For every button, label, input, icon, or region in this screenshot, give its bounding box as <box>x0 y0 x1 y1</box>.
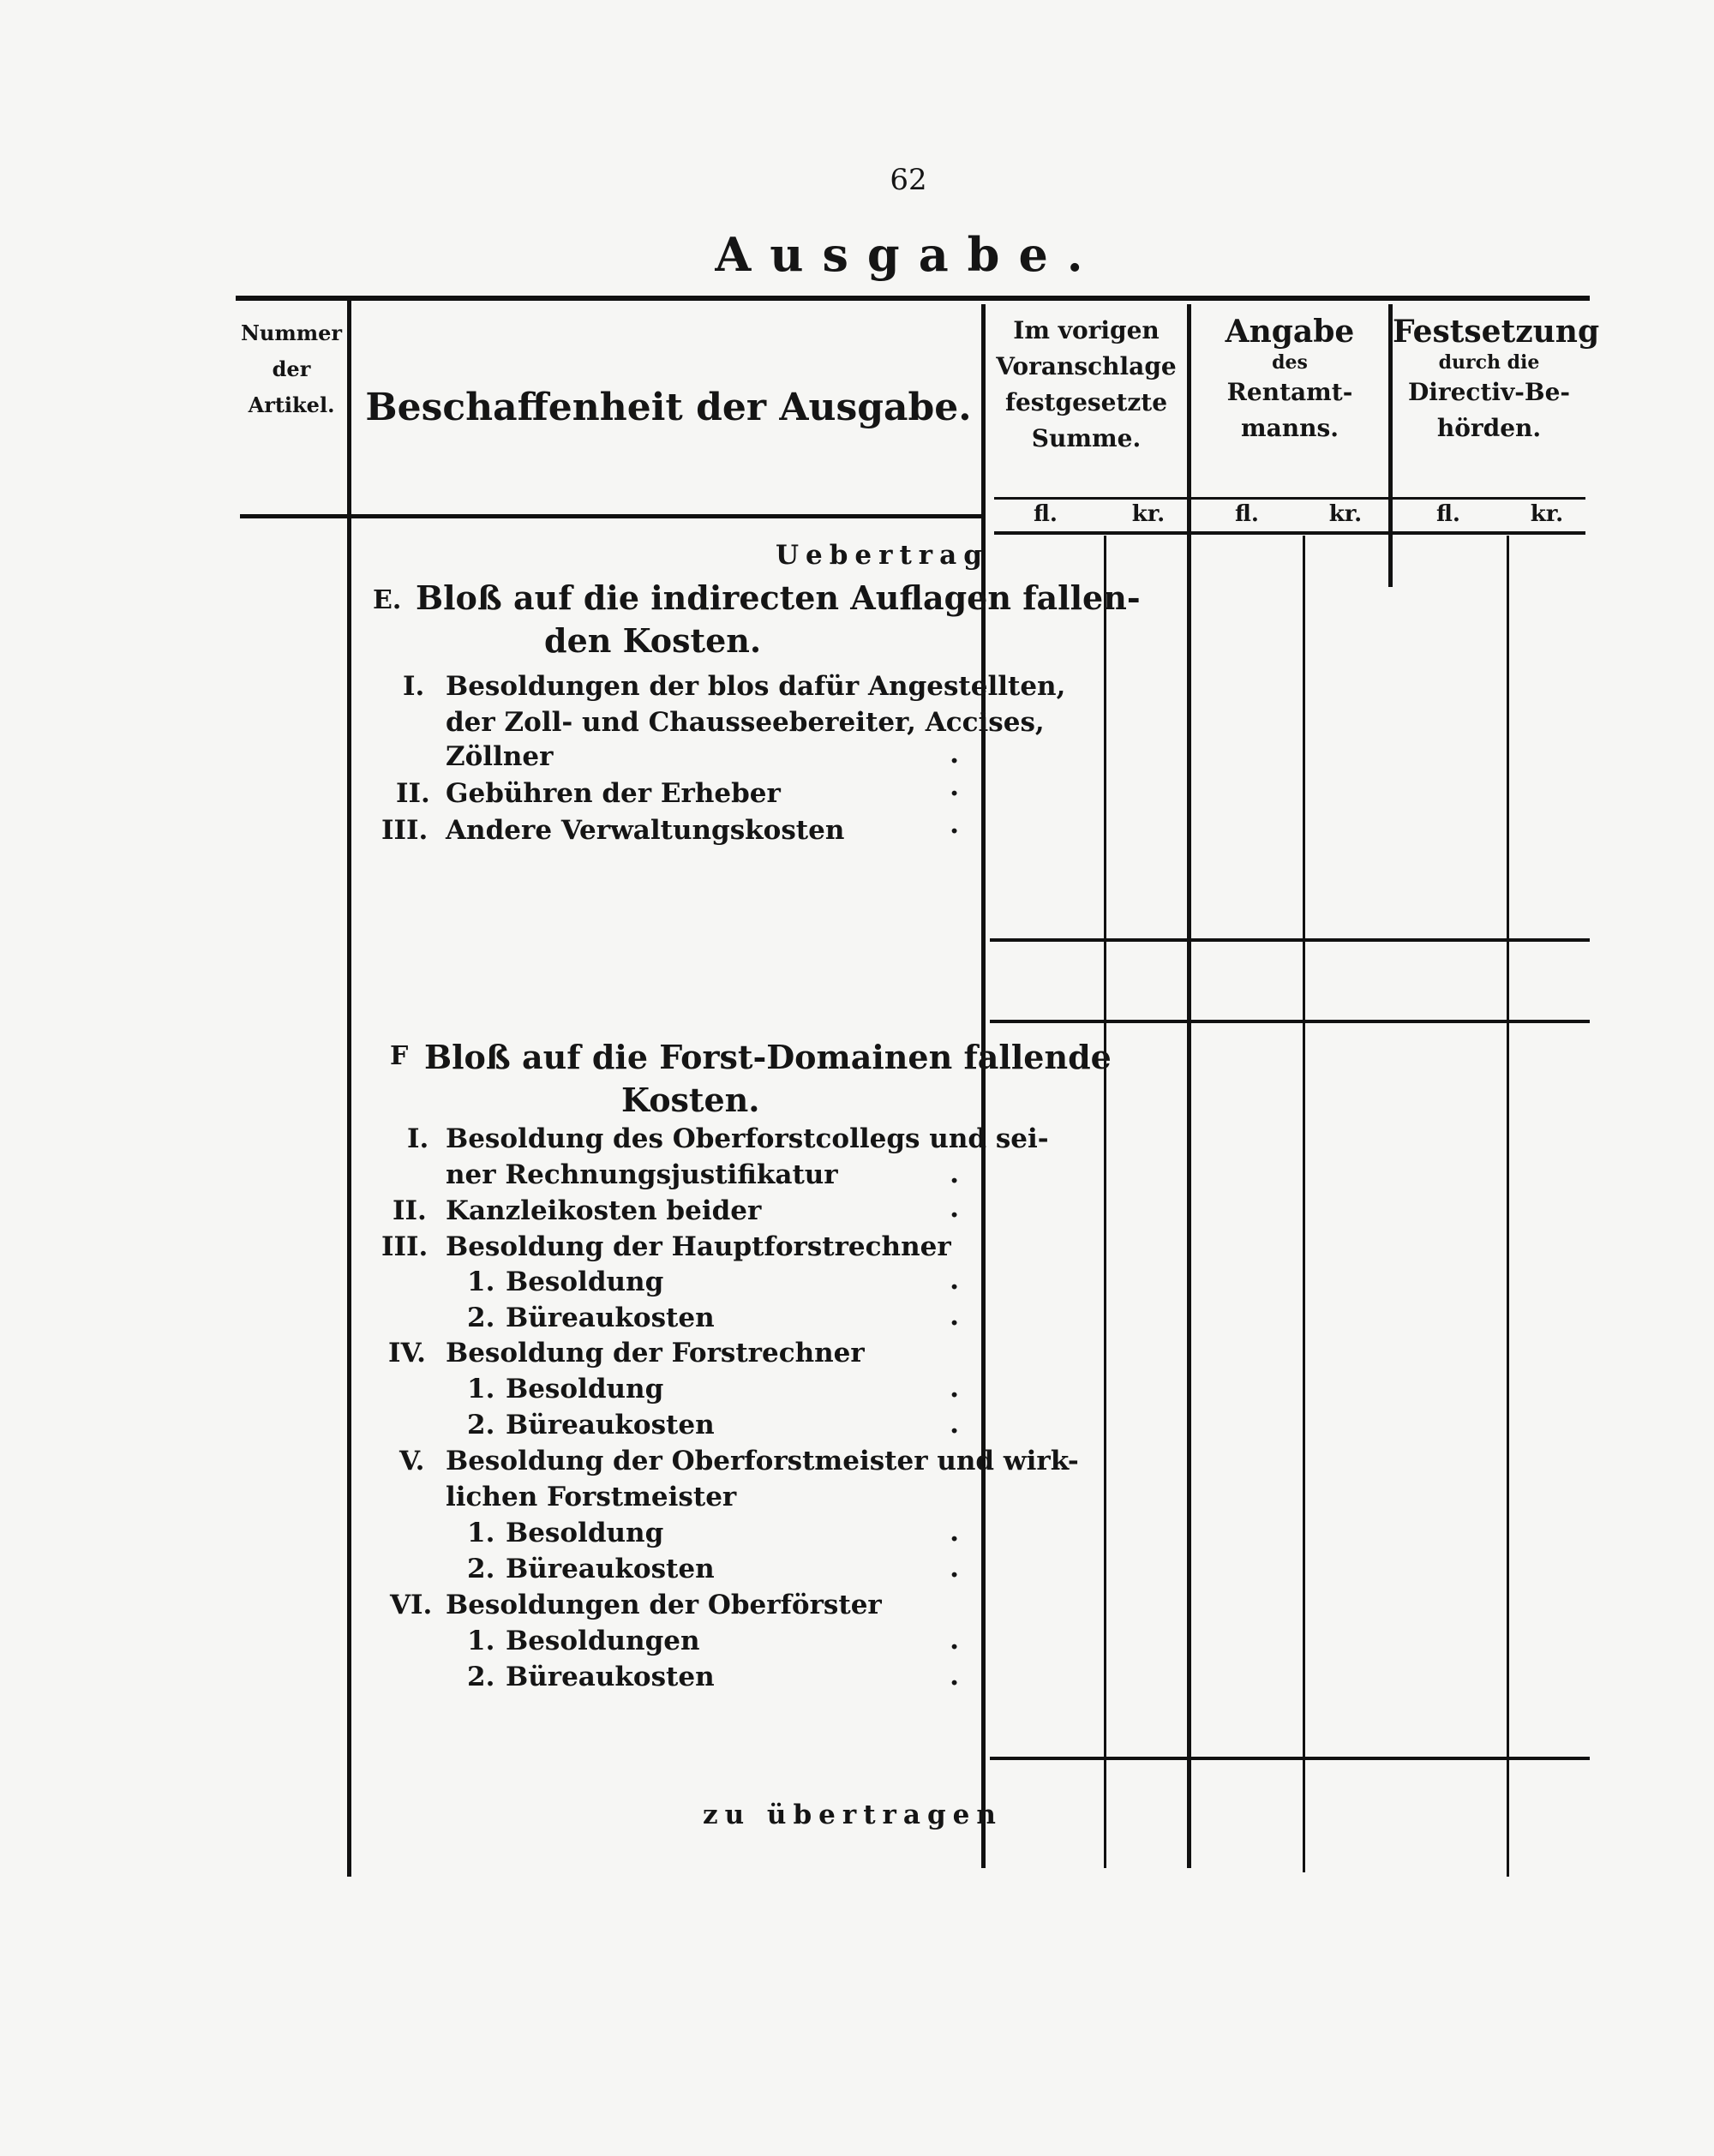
leader-dot: . <box>950 1191 960 1224</box>
item-text: der Zoll- und Chausseebereiter, Accises, <box>446 707 1045 738</box>
header-prev-estimate <box>986 313 1187 457</box>
header-rentamt <box>1191 313 1388 446</box>
subitem-text: Büreaukosten <box>506 1554 715 1584</box>
unit-kr: kr. <box>1530 501 1564 527</box>
header-rentamt-line: des <box>1272 351 1308 374</box>
header-directive-line: durch die <box>1438 351 1540 374</box>
page-title: Ausgabe. <box>715 227 1102 282</box>
table-top-rule <box>236 296 1590 301</box>
leader-dot: . <box>950 1299 960 1332</box>
subitem-text: Büreaukosten <box>506 1662 715 1692</box>
item-text: Besoldungen der Oberförster <box>446 1590 882 1620</box>
subitem-text: Besoldungen <box>506 1626 700 1656</box>
header-rentamt-line: Angabe <box>1225 314 1355 350</box>
header-directive-line: Festsetzung <box>1393 314 1600 350</box>
header-description: Beschaffenheit der Ausgabe. <box>365 386 972 429</box>
header-rentamt-line: Rentamt- <box>1226 378 1353 406</box>
subitem-number: 2. <box>467 1662 495 1692</box>
col-divider-directive-kr <box>1507 536 1509 1877</box>
section-e-title: Bloß auf die indirecten Auflagen fallen- <box>416 578 1141 617</box>
leader-dot: . <box>950 1551 960 1584</box>
item-number: IV. <box>388 1338 426 1368</box>
header-rentamt-line: manns. <box>1241 414 1339 442</box>
item-text: Besoldung der Oberforstmeister und wirk- <box>446 1446 1079 1476</box>
header-prev-line: Im vorigen <box>1013 316 1160 344</box>
subitem-number: 1. <box>467 1374 495 1404</box>
header-bottom-rule-right <box>994 531 1585 535</box>
section-f-title: Bloß auf die Forst-Domainen fallende <box>424 1038 1112 1076</box>
header-article-line: Nummer <box>240 320 343 345</box>
leader-dot: . <box>950 1407 960 1440</box>
header-prev-line: Voranschlage <box>996 352 1177 380</box>
item-text: ner Rechnungsjustifikatur <box>446 1159 838 1190</box>
subitem-number: 2. <box>467 1410 495 1440</box>
header-directive-line: Directiv-Be- <box>1407 378 1571 406</box>
header-prev-line: festgesetzte <box>1004 388 1168 416</box>
item-number: I. <box>407 1123 429 1154</box>
header-article-line: Artikel. <box>248 392 335 417</box>
leader-dot: . <box>950 807 960 840</box>
subitem-number: 1. <box>467 1626 495 1656</box>
subitem-number: 2. <box>467 1554 495 1584</box>
leader-dot: . <box>950 1371 960 1404</box>
header-article-line: der <box>272 356 311 381</box>
header-directive <box>1393 313 1600 446</box>
col-divider-rentamt-kr <box>1303 536 1305 1872</box>
subitem-text: Besoldung <box>506 1518 664 1548</box>
leader-dot: . <box>950 1263 960 1296</box>
item-number: VI. <box>390 1590 433 1620</box>
subitem-number: 1. <box>467 1518 495 1548</box>
unit-kr: kr. <box>1328 501 1363 527</box>
col-divider-description <box>981 304 986 1868</box>
item-text: Gebühren der Erheber <box>446 778 781 809</box>
unit-fl: fl. <box>1436 501 1460 527</box>
item-text: Zöllner <box>446 741 554 772</box>
subitem-number: 1. <box>467 1267 495 1297</box>
header-prev-line: Summe. <box>1031 424 1142 452</box>
section-f-start-rule <box>990 1020 1590 1023</box>
carry-over-label: Uebertrag <box>776 540 989 571</box>
section-f-label: F <box>390 1041 409 1071</box>
item-text: Andere Verwaltungskosten <box>446 815 845 846</box>
leader-dot: . <box>950 770 960 802</box>
subitem-text: Büreaukosten <box>506 1410 715 1440</box>
subitem-number: 2. <box>467 1303 495 1333</box>
item-text: Kanzleikosten beider <box>446 1195 762 1226</box>
item-number: I. <box>403 671 425 702</box>
unit-fl: fl. <box>1235 501 1259 527</box>
section-e-label: E. <box>373 585 402 615</box>
item-text: Besoldung der Forstrechner <box>446 1338 865 1368</box>
col-divider-prev <box>1187 304 1191 1868</box>
col-divider-article <box>347 300 351 1877</box>
section-e-total-rule <box>990 938 1590 942</box>
subitem-text: Besoldung <box>506 1267 664 1297</box>
header-bottom-rule-left <box>240 514 986 518</box>
leader-dot: . <box>950 1515 960 1548</box>
leader-dot: . <box>950 1623 960 1656</box>
subitem-text: Büreaukosten <box>506 1303 715 1333</box>
item-number: II. <box>396 778 430 809</box>
item-number: II. <box>393 1195 427 1226</box>
leader-dot: . <box>950 1659 960 1692</box>
leader-dot: . <box>950 1157 960 1189</box>
item-text: lichen Forstmeister <box>446 1482 737 1512</box>
item-text: Besoldungen der blos dafür Angestellten, <box>446 671 1066 702</box>
item-text: Besoldung des Oberforstcollegs und sei- <box>446 1123 1049 1154</box>
section-e-title: den Kosten. <box>544 621 762 660</box>
item-number: V. <box>399 1446 425 1476</box>
section-f-total-rule <box>990 1757 1590 1760</box>
section-f-title: Kosten. <box>621 1081 760 1119</box>
page-number: 62 <box>890 163 927 197</box>
unit-kr: kr. <box>1131 501 1166 527</box>
item-text: Besoldung der Hauptforstrechner <box>446 1231 951 1262</box>
header-directive-line: hörden. <box>1436 414 1542 442</box>
unit-fl: fl. <box>1034 501 1058 527</box>
to-carry-label: zu übertragen <box>703 1800 1003 1830</box>
item-number: III. <box>381 815 428 846</box>
col-divider-prev-kr <box>1104 536 1106 1868</box>
header-article-number <box>231 315 351 423</box>
header-unit-rule-top <box>994 497 1585 500</box>
leader-dot: . <box>950 737 960 770</box>
subitem-text: Besoldung <box>506 1374 664 1404</box>
item-number: III. <box>381 1231 428 1262</box>
